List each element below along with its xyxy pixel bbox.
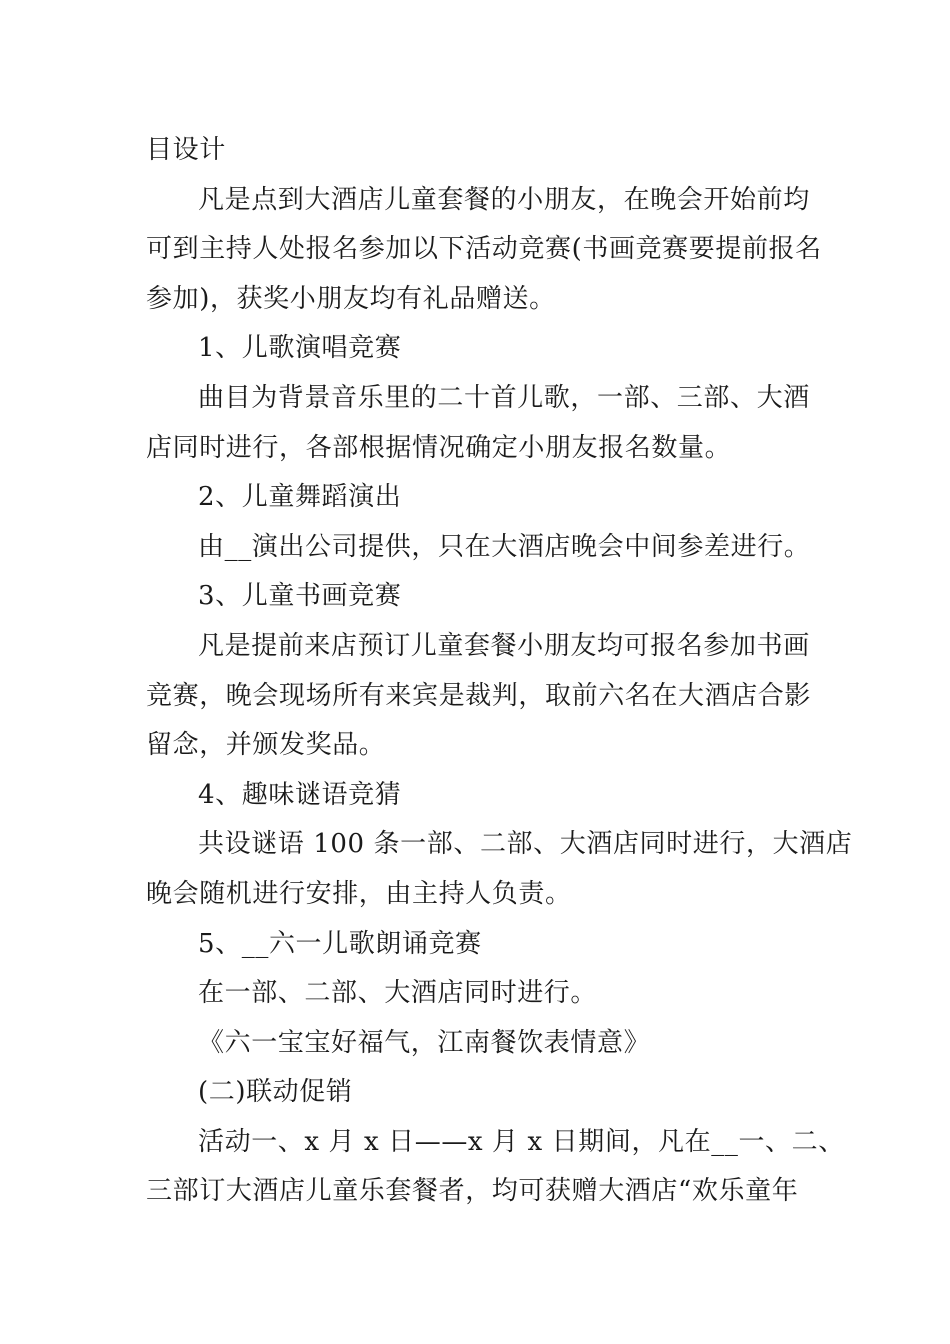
text-line: 目设计	[146, 135, 226, 165]
text-line: 参加)，获奖小朋友均有礼品赠送。	[146, 283, 556, 314]
text-line: 留念，并颁发奖品。	[146, 730, 386, 761]
text-line: 凡是点到大酒店儿童套餐的小朋友，在晚会开始前均	[198, 184, 810, 215]
section-heading: 3、儿童书画竞赛	[198, 581, 402, 612]
text-line: 可到主持人处报名参加以下活动竞赛(书画竞赛要提前报名	[146, 234, 822, 265]
text-line: 共设谜语 100 条一部、二部、大酒店同时进行，大酒店	[198, 829, 853, 860]
text-line: 曲目为背景音乐里的二十首儿歌，一部、三部、大酒	[198, 382, 810, 413]
text-line: 晚会随机进行安排，由主持人负责。	[146, 878, 572, 909]
section-heading: 2、儿童舞蹈演出	[198, 482, 402, 513]
document-page	[146, 126, 853, 1217]
slogan-line: 《六一宝宝好福气，江南餐饮表情意》	[198, 1027, 651, 1058]
text-line: 活动一、x 月 x 日——x 月 x 日期间，凡在__一、二、	[198, 1126, 845, 1157]
section-heading: 1、儿歌演唱竞赛	[198, 333, 402, 364]
text-line: 由__演出公司提供，只在大酒店晚会中间参差进行。	[198, 531, 811, 562]
section-heading: (二)联动促销	[198, 1077, 353, 1108]
text-line: 凡是提前来店预订儿童套餐小朋友均可报名参加书画	[198, 630, 810, 661]
text-line: 店同时进行，各部根据情况确定小朋友报名数量。	[146, 432, 732, 463]
section-heading: 4、趣味谜语竞猜	[198, 779, 402, 810]
text-line: 竞赛，晚会现场所有来宾是裁判，取前六名在大酒店合影	[146, 680, 812, 711]
text-line: 在一部、二部、大酒店同时进行。	[198, 978, 598, 1009]
section-heading: 5、__六一儿歌朗诵竞赛	[198, 928, 482, 959]
text-line: 三部订大酒店儿童乐套餐者，均可获赠大酒店“欢乐童年	[146, 1176, 799, 1207]
